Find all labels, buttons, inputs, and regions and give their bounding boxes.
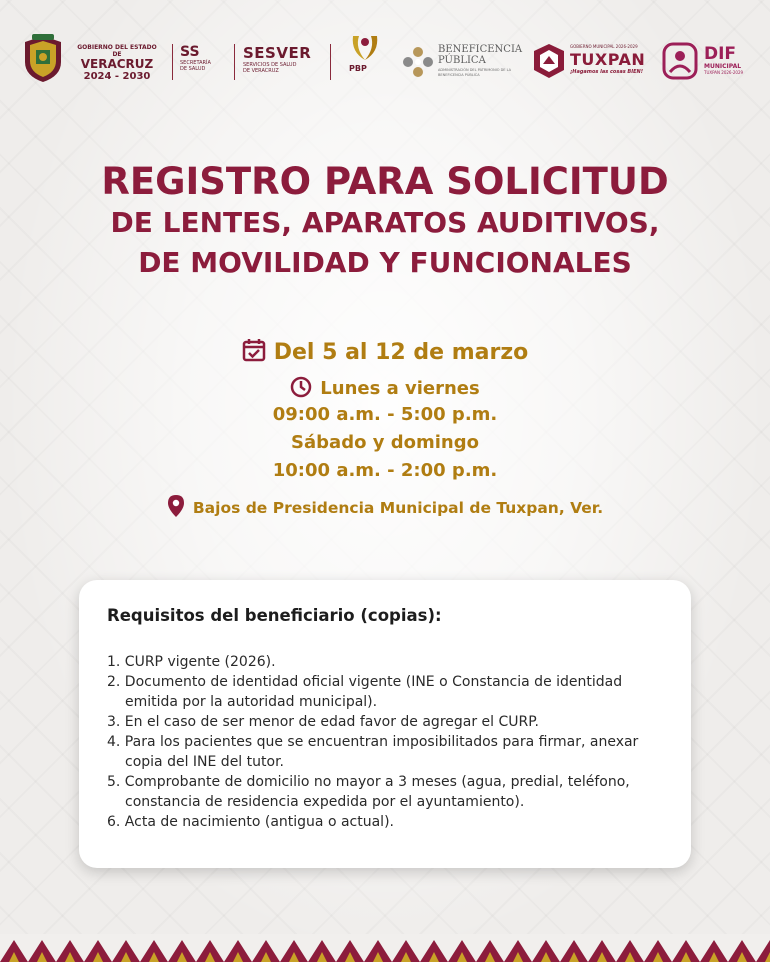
- dif-municipal: MUNICIPAL: [704, 63, 742, 70]
- pbp-label: PBP: [349, 64, 367, 73]
- location-text: Bajos de Presidencia Municipal de Tuxpan, Ver.: [192, 499, 604, 517]
- veracruz-small-text: GOBIERNO DEL ESTADO DE: [77, 44, 157, 58]
- date-range: [0, 338, 770, 365]
- page-title-line-3: DE MOVILIDAD Y FUNCIONALES: [138, 246, 632, 279]
- page-title-line-2: DE LENTES, APARATOS AUDITIVOS,: [110, 206, 660, 239]
- ss-name: SS: [180, 44, 200, 60]
- beneficencia-title-1: BENEFICENCIA: [438, 44, 523, 55]
- dif-tuxpan: TUXPAN 2026-2029: [704, 70, 744, 75]
- decorative-border: [0, 934, 770, 962]
- tuxpan-emblem-icon: [532, 42, 566, 80]
- pbp-hands-icon: [347, 30, 383, 64]
- weekdays-row: [0, 376, 770, 399]
- sesver-logo: [243, 44, 311, 74]
- logo-divider: [234, 44, 235, 80]
- weekend-hours: 10:00 a.m. - 2:00 p.m.: [272, 460, 498, 481]
- clock-icon: [290, 376, 312, 398]
- tuxpan-slogan: ¡Hagamos las cosas BIEN!: [570, 69, 643, 75]
- ss-small-1: SECRETARÍA: [180, 60, 211, 66]
- beneficencia-logo: [402, 44, 522, 84]
- veracruz-logo: [22, 34, 162, 84]
- list-item: 1. CURP vigente (2026).: [107, 654, 276, 670]
- requirements-title: Requisitos del beneficiario (copias):: [107, 606, 442, 625]
- weekdays-text: Lunes a viernes: [320, 378, 480, 399]
- veracruz-name: VERACRUZ: [80, 57, 154, 71]
- location-row: [0, 494, 770, 518]
- tuxpan-name: TUXPAN: [570, 50, 646, 69]
- logo-divider: [172, 44, 173, 80]
- requirements-card: [79, 580, 691, 868]
- sesver-small-2: DE VERACRUZ: [243, 68, 279, 74]
- weekend-text: Sábado y domingo: [291, 432, 479, 453]
- ss-logo: [180, 44, 211, 72]
- dif-logo: [662, 42, 752, 84]
- veracruz-shield-icon: [22, 34, 64, 84]
- sesver-name: SESVER: [243, 44, 312, 62]
- list-item: 3. En el caso de ser menor de edad favor de agregar el CURP.: [107, 714, 539, 730]
- date-range-text: Del 5 al 12 de marzo: [273, 340, 529, 365]
- beneficencia-small: ADMINISTRACIÓN DEL PATRIMONIO DE LA BENEFICENCIA PÚBLICA: [438, 68, 512, 77]
- dif-emblem-icon: [662, 42, 698, 80]
- list-item: 5. Comprobante de domicilio no mayor a 3 meses (agua, predial, teléfono, constancia de residencia expedida por el ayuntamiento).: [107, 774, 630, 810]
- list-item: 4. Para los pacientes que se encuentran imposibilitados para firmar, anexar copia del INE del tutor.: [107, 734, 639, 770]
- requirements-list: [107, 652, 677, 832]
- pbp-logo: [347, 30, 383, 92]
- ss-small-2: DE SALUD: [180, 66, 206, 72]
- tuxpan-logo: [532, 42, 662, 82]
- veracruz-years: 2024 - 2030: [83, 71, 151, 82]
- beneficencia-emblem-icon: [402, 46, 434, 78]
- calendar-check-icon: [242, 338, 266, 362]
- list-item: 2. Documento de identidad oficial vigente (INE o Constancia de identidad emitida por la autoridad municipal).: [107, 674, 623, 710]
- sesver-small-1: SERVICIOS DE SALUD: [243, 62, 297, 68]
- dif-name: DIF: [704, 44, 737, 64]
- weekday-hours: 09:00 a.m. - 5:00 p.m.: [272, 404, 498, 425]
- tuxpan-small: GOBIERNO MUNICIPAL 2026-2029: [570, 44, 638, 49]
- logo-bar: [22, 30, 752, 100]
- logo-divider: [330, 44, 331, 80]
- beneficencia-title-2: PÚBLICA: [438, 55, 486, 66]
- location-pin-icon: [167, 494, 185, 518]
- list-item: 6. Acta de nacimiento (antigua o actual).: [107, 814, 394, 830]
- page-title-line-1: REGISTRO PARA SOLICITUD: [101, 160, 669, 203]
